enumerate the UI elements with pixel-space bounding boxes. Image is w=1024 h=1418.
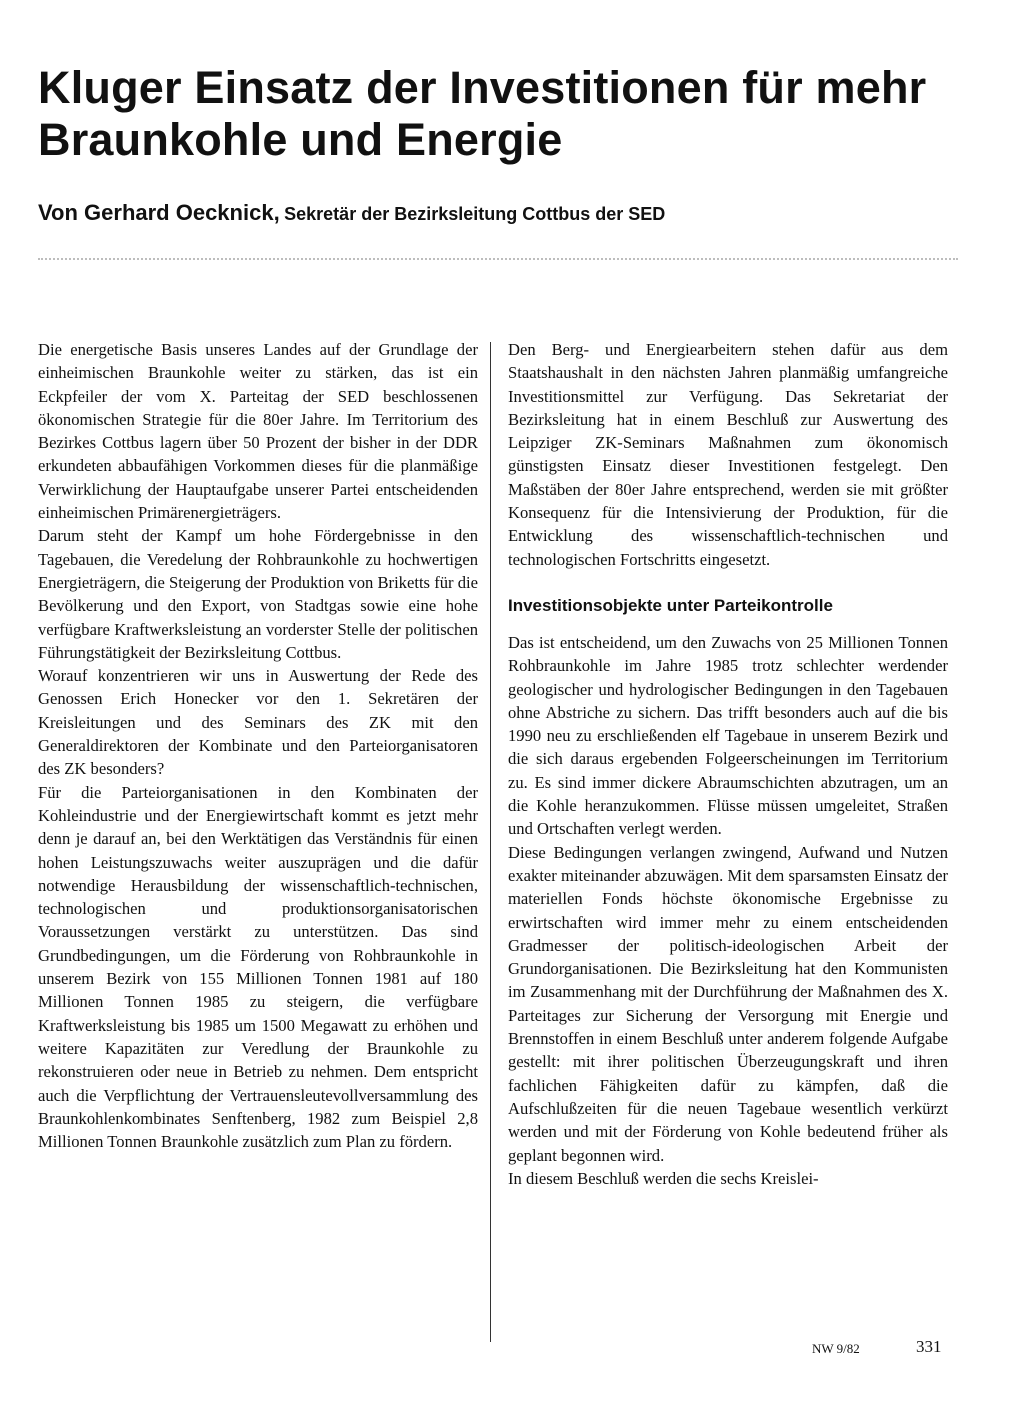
page-number: 331	[916, 1337, 942, 1356]
paragraph: Die energetische Basis unseres Landes auf der Grundlage der einheimischen Braunkohle weiter zu stärken, das ist ein Eckpfeiler der vom X. Parteitag der SED beschlossenen ökonomischen Strategie für die 80er Jahre. Im Territorium des Bezirkes Cottbus lagern über 50 Prozent der bisher in der DDR erkundeten abbaufähigen Vorkommen dieses für die planmäßige Verwirklichung der Hauptaufgabe unserer Partei entscheidenden einheimischen Primärenergieträgers.	[38, 340, 478, 523]
paragraph: Das ist entscheidend, um den Zuwachs von 25 Millionen Tonnen Rohbraunkohle im Jahre 1985 trotz schlechter werdender geologischer und hydrologischer Bedingungen in den Tagebauen ohne Abstriche zu sichern. Das trifft besonders auch auf die bis 1990 neu zu erschließenden elf Tagebaue in unserem Bezirk und die sich daraus ergebenden Folgeerscheinungen im Territorium zu. Es sind immer dickere Abraumschichten abzutragen, um an die Kohle heranzukommen. Flüsse müssen umgeleitet, Straßen und Ortschaften verlegt werden.	[508, 632, 948, 839]
article-title: Kluger Einsatz der Investitionen für mehr Braunkohle und Energie	[38, 62, 927, 165]
paragraph: Für die Parteiorganisationen in den Kombinaten der Kohleindustrie und der Energiewirtschaft kommt es jetzt mehr denn je darauf an, bei den Werktätigen das Verständnis für einen hohen Leistungszuwachs weiter auszuprägen und die dafür notwendige Herausbildung der wissenschaftlich-technischen, technologischen und produktionsorganisatorischen Voraussetzungen verstärkt zu unterstützen. Das sind Grundbedingungen, um die Förderung von Rohbraunkohle in unserem Bezirk von 155 Millionen Tonnen 1981 auf 180 Millionen Tonnen 1985 zu steigern, die verfügbare Kraftwerksleistung bis 1985 um 1500 Megawatt zu erhöhen und weitere Kapazitäten zur Veredlung der Braunkohle zu rekonstruieren oder neue in Betrieb zu nehmen. Dem entspricht auch die Verpflichtung der Vertrauensleutevollversammlung des Braunkohlenkombinates Senftenberg, 1982 zum Beispiel 2,8 Millionen Tonnen Braunkohle zusätzlich zum Plan zu fördern.	[38, 782, 478, 1152]
author-role: Sekretär der Bezirksleitung Cottbus der SED	[284, 204, 666, 224]
header-rule	[38, 258, 958, 260]
paragraph: In diesem Beschluß werden die sechs Kreislei-	[508, 1168, 819, 1188]
author-name: Von Gerhard Oecknick,	[38, 200, 280, 225]
right-column	[508, 338, 948, 1190]
paragraph: Den Berg- und Energiearbeitern stehen dafür aus dem Staatshaushalt in den nächsten Jahren planmäßig umfangreiche Investitionsmittel zur Verfügung. Das Sekretariat der Bezirksleitung hat in einem Beschluß zur Auswertung des Leipziger ZK-Seminars Maßnahmen zum ökonomisch günstigsten Einsatz dieser Investitionen festgelegt. Den Maßstäben der 80er Jahre entsprechend, werden sie mit größter Konsequenz für die Intensivierung der Produktion, für die Entwicklung des wissenschaftlich-technischen und technologischen Fortschritts eingesetzt.	[508, 340, 948, 569]
byline	[38, 200, 978, 226]
paragraph: Darum steht der Kampf um hohe Fördergebnisse in den Tagebauen, die Veredelung der Rohbraunkohle zu hochwertigen Energieträgern, die Steigerung der Produktion von Briketts für die Bevölkerung und den Export, von Stadtgas sowie eine hohe verfügbare Kraftwerksleistung an vorderster Stelle der politischen Führungstätigkeit der Bezirksleitung Cottbus.	[38, 526, 478, 662]
paragraph: Worauf konzentrieren wir uns in Auswertung der Rede des Genossen Erich Honecker vor den 1. Sekretären der Kreisleitungen und des Seminars des ZK mit den Generaldirektoren der Kombinate und den Parteiorganisatoren des ZK besonders?	[38, 666, 478, 779]
journal-issue: NW 9/82	[812, 1341, 860, 1356]
paragraph: Diese Bedingungen verlangen zwingend, Aufwand und Nutzen exakter miteinander abzuwägen. Mit dem sparsamsten Einsatz der materiellen Fonds höchste ökonomische Ergebnisse zu erwirtschaften wird immer mehr zu einem entscheidenden Gradmesser der politisch-ideologischen Arbeit der Grundorganisationen. Die Bezirksleitung hat den Kommunisten im Zusammenhang mit der Durchführung der Maßnahmen des X. Parteitages zur Sicherung der Versorgung mit Energie und Brennstoffen in einem Beschluß unter anderem folgende Aufgabe gestellt: mit ihrer politischen Überzeugungskraft und ihren fachlichen Fähigkeiten dafür zu kämpfen, daß die Aufschlußzeiten für die neuen Tagebaue wesentlich verkürzt werden und mit der Förderung von Kohle bedeutend früher als geplant begonnen wird.	[508, 842, 948, 1165]
left-column	[38, 338, 478, 1153]
section-subheading: Investitionsobjekte unter Parteikontrolle	[508, 595, 833, 615]
column-divider	[490, 342, 491, 1342]
